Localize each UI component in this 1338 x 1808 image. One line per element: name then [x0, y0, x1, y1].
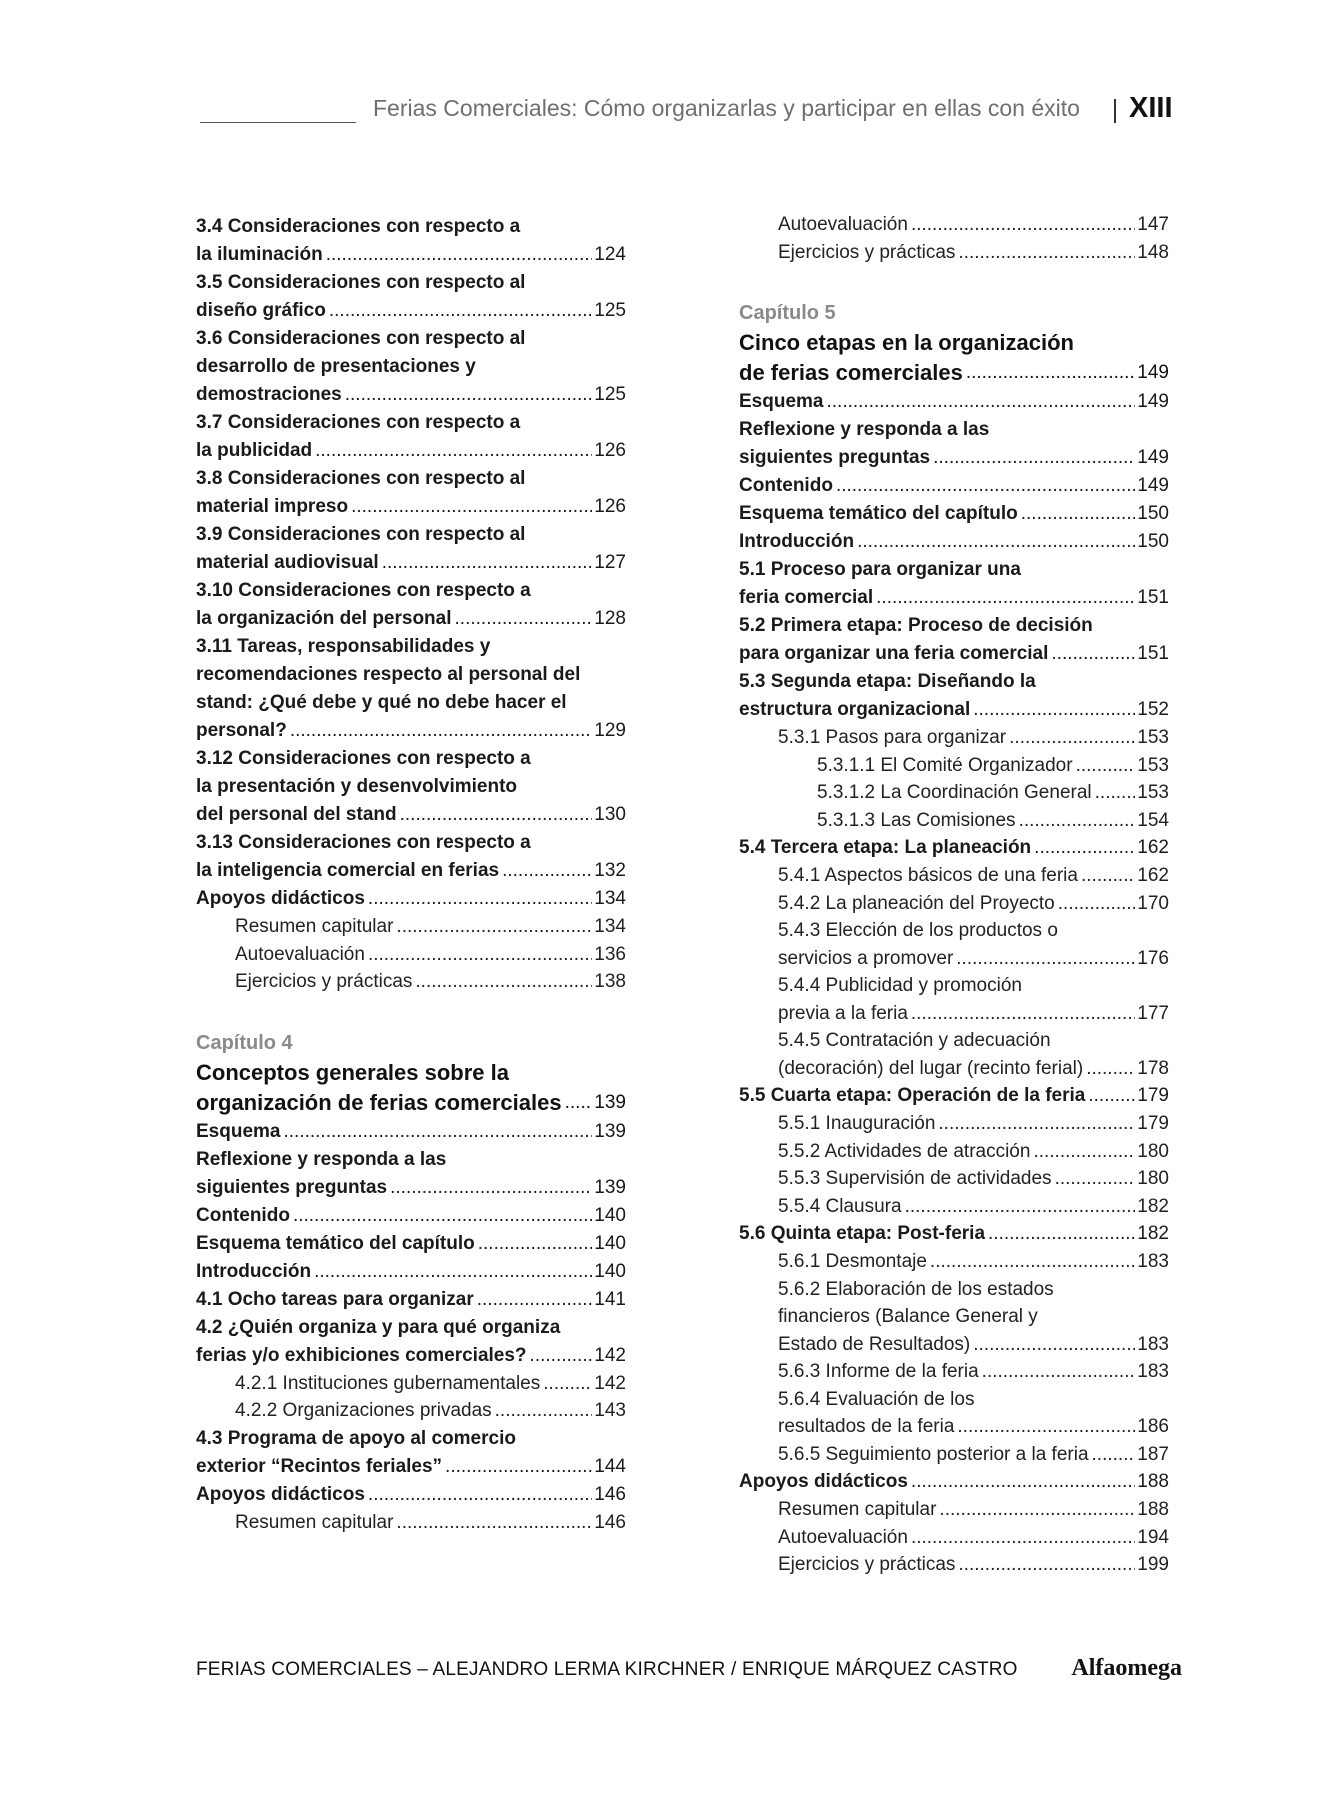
toc-entry-title: de ferias comerciales: [739, 360, 966, 385]
toc-entry-title: organización de ferias comerciales: [196, 1090, 565, 1115]
page-footer: [196, 1657, 1182, 1687]
toc-entry[interactable]: [778, 1138, 1169, 1166]
toc-entry-title: Introducción: [739, 531, 857, 552]
toc-entry-line: 5.4.3 Elección de los productos o: [778, 920, 1058, 941]
toc-page-number: 179: [1135, 1110, 1169, 1138]
toc-page-number: 126: [592, 493, 626, 521]
toc-entry-title: 5.5 Cuarta etapa: Operación de la feria: [739, 1085, 1088, 1106]
toc-entry[interactable]: [778, 1027, 1169, 1082]
toc-page-number: 178: [1135, 1055, 1169, 1083]
toc-entry-title: Resumen capitular: [778, 1499, 939, 1520]
toc-page-number: 180: [1135, 1165, 1169, 1193]
toc-entry[interactable]: [196, 1425, 626, 1481]
toc-entry-line: stand: ¿Qué debe y qué no debe hacer el: [196, 692, 567, 713]
toc-entry[interactable]: [778, 1386, 1169, 1441]
toc-page-number: 187: [1135, 1441, 1169, 1469]
toc-entry-title: Esquema temático del capítulo: [196, 1233, 478, 1254]
toc-entry[interactable]: [235, 1370, 626, 1398]
toc-entry[interactable]: [778, 1165, 1169, 1193]
toc-entry-line: financieros (Balance General y: [778, 1306, 1038, 1327]
toc-left-column: [196, 213, 626, 1536]
toc-entry[interactable]: [196, 1230, 626, 1258]
section-gap: [196, 996, 626, 1028]
toc-entry[interactable]: [739, 1468, 1169, 1496]
toc-page-number: 129: [592, 717, 626, 745]
toc-entry-title: 5.4 Tercera etapa: La planeación: [739, 837, 1034, 858]
toc-entry-title: del personal del stand: [196, 804, 400, 825]
toc-entry[interactable]: [778, 1524, 1169, 1552]
toc-entry-title: 4.2.1 Instituciones gubernamentales: [235, 1373, 543, 1394]
toc-entry-title: 5.5.1 Inauguración: [778, 1113, 938, 1134]
toc-entry[interactable]: [196, 1286, 626, 1314]
toc-page-number: 140: [592, 1230, 626, 1258]
running-header: [200, 92, 1180, 129]
toc-entry-title: 4.2.2 Organizaciones privadas: [235, 1400, 495, 1421]
toc-entry[interactable]: [235, 913, 626, 941]
toc-page-number: 149: [1135, 358, 1169, 388]
toc-entry-title: 5.3.1.1 El Comité Organizador: [817, 755, 1076, 776]
toc-entry[interactable]: [778, 1248, 1169, 1276]
toc-entry-title: 5.6 Quinta etapa: Post-feria: [739, 1223, 988, 1244]
toc-entry[interactable]: [739, 416, 1169, 472]
toc-page-number: 180: [1135, 1138, 1169, 1166]
toc-entry[interactable]: [739, 500, 1169, 528]
toc-entry[interactable]: [778, 917, 1169, 972]
toc-page-number: 130: [592, 801, 626, 829]
chapter-title-entry[interactable]: [739, 328, 1169, 388]
toc-entry-title: Apoyos didácticos: [196, 1484, 368, 1505]
toc-page-number: 151: [1135, 640, 1169, 668]
toc-entry[interactable]: [739, 834, 1169, 862]
toc-entry-line: la presentación y desenvolvimiento: [196, 776, 517, 797]
toc-entry[interactable]: [196, 213, 626, 269]
toc-page-number: 139: [592, 1088, 626, 1118]
toc-entry[interactable]: [817, 779, 1169, 807]
header-separator: [1114, 99, 1116, 123]
toc-page-number: 134: [592, 885, 626, 913]
toc-entry[interactable]: [196, 1258, 626, 1286]
chapter-title-entry[interactable]: [196, 1058, 626, 1118]
toc-entry-title: siguientes preguntas: [739, 447, 933, 468]
toc-entry-title: Esquema temático del capítulo: [739, 503, 1021, 524]
toc-page-number: 154: [1135, 807, 1169, 835]
toc-entry-title: feria comercial: [739, 587, 876, 608]
toc-entry-title: la inteligencia comercial en ferias: [196, 860, 502, 881]
toc-page-number: 136: [592, 941, 626, 969]
section-gap: [739, 266, 1169, 298]
toc-entry-title: servicios a promover: [778, 948, 956, 969]
toc-entry[interactable]: [196, 633, 626, 745]
toc-entry[interactable]: [778, 1441, 1169, 1469]
toc-entry[interactable]: [739, 556, 1169, 612]
toc-entry[interactable]: [235, 1509, 626, 1537]
toc-entry-line: 4.2 ¿Quién organiza y para qué organiza: [196, 1316, 561, 1338]
toc-entry-title: personal?: [196, 720, 290, 741]
toc-entry[interactable]: [739, 388, 1169, 416]
toc-entry-title: la iluminación: [196, 244, 326, 265]
toc-page-number: 150: [1135, 528, 1169, 556]
toc-entry-title: Ejercicios y prácticas: [778, 242, 958, 263]
toc-page-number: 140: [592, 1258, 626, 1286]
toc-entry-line: 5.6.4 Evaluación de los: [778, 1388, 975, 1410]
toc-entry[interactable]: [778, 1358, 1169, 1386]
toc-page-number: 177: [1135, 1000, 1169, 1028]
toc-entry[interactable]: [778, 1110, 1169, 1138]
toc-page-number: 149: [1135, 472, 1169, 500]
toc-entry-line: 5.3 Segunda etapa: Diseñando la: [739, 671, 1036, 692]
toc-entry-title: Autoevaluación: [778, 1527, 911, 1548]
toc-entry[interactable]: [196, 1481, 626, 1509]
toc-entry[interactable]: [196, 409, 626, 465]
toc-entry-line: 3.4 Consideraciones con respecto a: [196, 216, 521, 237]
toc-entry-title: Autoevaluación: [235, 944, 368, 965]
toc-entry-title: la publicidad: [196, 440, 315, 461]
toc-entry-line: 3.11 Tareas, responsabilidades y: [196, 636, 491, 657]
toc-entry-title: Ejercicios y prácticas: [235, 971, 415, 992]
toc-page-number: 146: [592, 1509, 626, 1537]
toc-page-number: 186: [1135, 1413, 1169, 1441]
toc-page-number: 179: [1135, 1082, 1169, 1110]
toc-entry-line: Cinco etapas en la organización: [739, 330, 1074, 355]
toc-entry[interactable]: [196, 1118, 626, 1146]
toc-entry[interactable]: [235, 1397, 626, 1425]
toc-entry-line: 5.4.5 Contratación y adecuación: [778, 1030, 1051, 1051]
toc-entry[interactable]: [235, 941, 626, 969]
toc-entry[interactable]: [196, 885, 626, 913]
toc-entry-line: 3.5 Consideraciones con respecto al: [196, 272, 526, 293]
toc-entry-title: 5.6.1 Desmontaje: [778, 1251, 930, 1272]
toc-entry-line: 3.12 Consideraciones con respecto a: [196, 748, 531, 769]
toc-entry[interactable]: [778, 1496, 1169, 1524]
toc-page-number: 143: [592, 1397, 626, 1425]
toc-page-number: 153: [1135, 752, 1169, 780]
toc-entry[interactable]: [196, 1146, 626, 1202]
toc-page-number: 149: [1135, 444, 1169, 472]
toc-entry-title: 5.3.1.2 La Coordinación General: [817, 782, 1095, 803]
toc-entry[interactable]: [196, 269, 626, 325]
toc-page-number: 139: [592, 1118, 626, 1146]
toc-entry-line: 3.6 Consideraciones con respecto al: [196, 328, 526, 349]
toc-page-number: 176: [1135, 945, 1169, 973]
toc-page-number: 127: [592, 549, 626, 577]
toc-entry-title: 5.5.2 Actividades de atracción: [778, 1141, 1033, 1162]
toc-page-number: 139: [592, 1174, 626, 1202]
header-rule: [200, 122, 356, 123]
toc-page-number: 144: [592, 1453, 626, 1481]
toc-page-number: 183: [1135, 1331, 1169, 1359]
toc-entry-line: 3.8 Consideraciones con respecto al: [196, 468, 526, 489]
toc-page-number: 153: [1135, 724, 1169, 752]
toc-entry[interactable]: [778, 890, 1169, 918]
toc-entry-title: Apoyos didácticos: [196, 888, 368, 909]
toc-entry-line: 3.7 Consideraciones con respecto a: [196, 412, 521, 433]
toc-entry-line: recomendaciones respecto al personal del: [196, 664, 581, 685]
toc-entry-title: estructura organizacional: [739, 699, 973, 720]
toc-entry-title: 5.5.4 Clausura: [778, 1196, 905, 1217]
toc-entry-title: material audiovisual: [196, 552, 382, 573]
toc-entry-title: demostraciones: [196, 384, 345, 405]
toc-page-number: 152: [1135, 696, 1169, 724]
toc-page-number: 162: [1135, 862, 1169, 890]
toc-page-number: 182: [1135, 1193, 1169, 1221]
toc-page-number: 183: [1135, 1358, 1169, 1386]
toc-entry-title: exterior “Recintos feriales”: [196, 1456, 445, 1477]
toc-entry-line: Reflexione y responda a las: [739, 419, 990, 440]
toc-entry[interactable]: [778, 239, 1169, 267]
toc-page-number: 125: [592, 297, 626, 325]
toc-entry-title: 5.5.3 Supervisión de actividades: [778, 1168, 1055, 1189]
toc-entry-title: la organización del personal: [196, 608, 455, 629]
toc-entry[interactable]: [196, 829, 626, 885]
toc-page-number: 188: [1135, 1468, 1169, 1496]
toc-page-number: 170: [1135, 890, 1169, 918]
toc-entry-title: 5.4.2 La planeación del Proyecto: [778, 893, 1058, 914]
toc-entry[interactable]: [196, 1314, 626, 1370]
toc-entry-title: 5.3.1.3 Las Comisiones: [817, 810, 1019, 831]
toc-page-number: 149: [1135, 388, 1169, 416]
toc-entry[interactable]: [817, 752, 1169, 780]
toc-entry[interactable]: [778, 972, 1169, 1027]
toc-entry[interactable]: [778, 1193, 1169, 1221]
toc-page-number: 124: [592, 241, 626, 269]
toc-right-column: [739, 211, 1169, 1579]
toc-page-number: 134: [592, 913, 626, 941]
toc-entry-title: Estado de Resultados): [778, 1334, 973, 1355]
toc-entry-title: Resumen capitular: [235, 916, 396, 937]
toc-entry[interactable]: [739, 612, 1169, 668]
toc-entry-title: Resumen capitular: [235, 1512, 396, 1533]
toc-entry-line: 5.2 Primera etapa: Proceso de decisión: [739, 615, 1093, 636]
toc-entry-line: Conceptos generales sobre la: [196, 1059, 509, 1085]
toc-entry[interactable]: [196, 577, 626, 633]
toc-page-number: 128: [592, 605, 626, 633]
toc-entry[interactable]: [235, 968, 626, 996]
toc-entry-title: Autoevaluación: [778, 214, 911, 235]
toc-page-number: 194: [1135, 1524, 1169, 1552]
toc-entry[interactable]: [196, 325, 626, 409]
toc-entry-title: Apoyos didácticos: [739, 1471, 911, 1492]
toc-entry-title: para organizar una feria comercial: [739, 643, 1051, 664]
toc-page-number: 182: [1135, 1220, 1169, 1248]
toc-entry[interactable]: [778, 724, 1169, 752]
toc-entry-title: 5.6.5 Seguimiento posterior a la feria: [778, 1444, 1092, 1465]
toc-entry-line: Reflexione y responda a las: [196, 1148, 447, 1170]
page-number: XIII: [1129, 92, 1173, 124]
toc-entry[interactable]: [196, 1202, 626, 1230]
toc-page-number: 162: [1135, 834, 1169, 862]
toc-entry-title: Contenido: [739, 475, 836, 496]
toc-entry-title: (decoración) del lugar (recinto ferial): [778, 1058, 1086, 1079]
toc-entry-line: 3.10 Consideraciones con respecto a: [196, 580, 531, 601]
toc-page-number: 188: [1135, 1496, 1169, 1524]
toc-entry[interactable]: [739, 1220, 1169, 1248]
toc-page-number: 150: [1135, 500, 1169, 528]
toc-page-number: 148: [1135, 239, 1169, 267]
toc-entry[interactable]: [739, 528, 1169, 556]
toc-entry-title: Esquema: [739, 391, 826, 412]
toc-entry-title: 5.6.3 Informe de la feria: [778, 1361, 982, 1382]
toc-page-number: 126: [592, 437, 626, 465]
toc-entry[interactable]: [739, 1082, 1169, 1110]
publisher-logo: Alfaomega: [1071, 1655, 1182, 1681]
toc-entry-title: Ejercicios y prácticas: [778, 1554, 958, 1575]
toc-page-number: 142: [592, 1370, 626, 1398]
toc-page-number: 142: [592, 1342, 626, 1370]
toc-entry-title: material impreso: [196, 496, 351, 517]
toc-entry[interactable]: [196, 465, 626, 521]
toc-entry[interactable]: [817, 807, 1169, 835]
toc-entry-title: Introducción: [196, 1261, 314, 1282]
toc-page-number: 125: [592, 381, 626, 409]
toc-entry[interactable]: [739, 668, 1169, 724]
toc-entry-title: previa a la feria: [778, 1003, 911, 1024]
toc-entry-line: 5.4.4 Publicidad y promoción: [778, 975, 1022, 996]
toc-entry-title: 4.1 Ocho tareas para organizar: [196, 1289, 477, 1310]
toc-entry[interactable]: [778, 862, 1169, 890]
toc-page-number: 146: [592, 1481, 626, 1509]
chapter-label: Capítulo 5: [739, 302, 836, 324]
toc-page-number: 141: [592, 1286, 626, 1314]
toc-page-number: 151: [1135, 584, 1169, 612]
toc-entry-title: diseño gráfico: [196, 300, 329, 321]
toc-page-number: 183: [1135, 1248, 1169, 1276]
toc-page-number: 132: [592, 857, 626, 885]
toc-entry-line: 4.3 Programa de apoyo al comercio: [196, 1427, 516, 1449]
toc-entry-title: Esquema: [196, 1121, 283, 1142]
toc-entry-title: 5.4.1 Aspectos básicos de una feria: [778, 865, 1081, 886]
toc-entry[interactable]: [196, 745, 626, 829]
toc-entry-line: 3.9 Consideraciones con respecto al: [196, 524, 526, 545]
toc-entry[interactable]: [778, 1276, 1169, 1359]
toc-entry-title: ferias y/o exhibiciones comerciales?: [196, 1345, 530, 1366]
toc-page-number: 140: [592, 1202, 626, 1230]
toc-entry-title: Contenido: [196, 1205, 293, 1226]
toc-entry-line: 5.1 Proceso para organizar una: [739, 559, 1021, 580]
footer-credits: FERIAS COMERCIALES – ALEJANDRO LERMA KIRCHNER / ENRIQUE MÁRQUEZ CASTRO: [196, 1659, 1018, 1680]
toc-entry-line: 5.6.2 Elaboración de los estados: [778, 1278, 1054, 1300]
toc-entry-line: desarrollo de presentaciones y: [196, 356, 476, 377]
book-title: Ferias Comerciales: Cómo organizarlas y participar en ellas con éxito: [373, 95, 1080, 121]
toc-entry[interactable]: [739, 472, 1169, 500]
toc-entry-title: siguientes preguntas: [196, 1177, 390, 1198]
toc-entry[interactable]: [778, 1551, 1169, 1579]
toc-page-number: 138: [592, 968, 626, 996]
toc-page-number: 199: [1135, 1551, 1169, 1579]
toc-entry[interactable]: [778, 211, 1169, 239]
toc-page-number: 153: [1135, 779, 1169, 807]
toc-entry-title: 5.3.1 Pasos para organizar: [778, 727, 1009, 748]
toc-entry-title: resultados de la feria: [778, 1416, 957, 1437]
chapter-label: Capítulo 4: [196, 1031, 293, 1054]
toc-page-number: 147: [1135, 211, 1169, 239]
toc-entry[interactable]: [196, 521, 626, 577]
toc-entry-line: 3.13 Consideraciones con respecto a: [196, 832, 531, 853]
